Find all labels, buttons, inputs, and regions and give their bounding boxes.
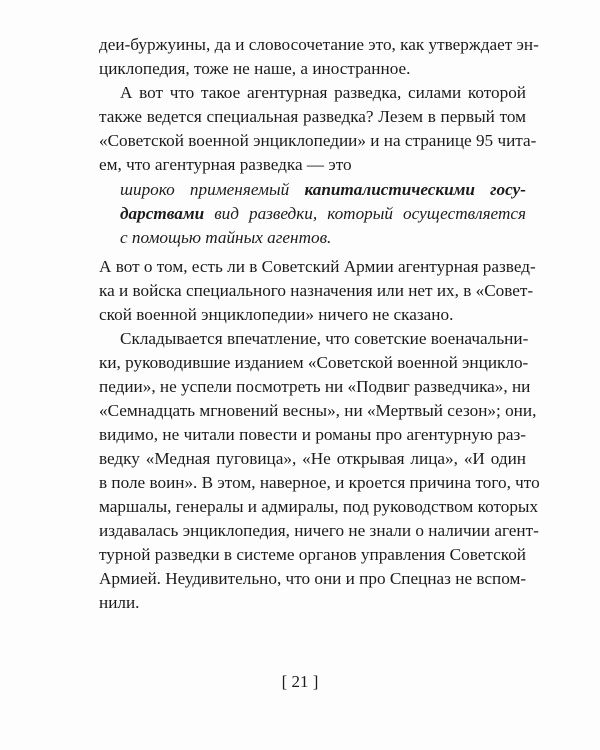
line-text: А вот что такое агентурная разведка, силами которой bbox=[120, 83, 526, 102]
quote-plain: широко применяемый bbox=[120, 180, 305, 199]
line-text: видимо, не читали повести и романы про агентурную раз- bbox=[99, 425, 526, 444]
line-text: ка и войска специального назначения или нет их, в «Совет- bbox=[99, 281, 534, 300]
line-text: в поле воин». В этом, наверное, и кроется причина того, что bbox=[99, 473, 540, 492]
line-text: издавалась энциклопедия, ничего не знали о наличии агент- bbox=[99, 521, 539, 540]
line-text: Армией. Неудивительно, что они и про Спецназ не вспом- bbox=[99, 569, 527, 588]
line-text: маршалы, генералы и адмиралы, под руководством которых bbox=[99, 497, 539, 516]
line-text: нили. bbox=[99, 593, 140, 612]
line-text: также ведется специальная разведка? Лезем в первый том bbox=[99, 107, 526, 126]
page-number: [ 21 ] bbox=[281, 672, 319, 691]
line-text: «Семнадцать мгновений весны», ни «Мертвый сезон»; они, bbox=[99, 401, 537, 420]
line-text: циклопедия, тоже не наше, а иностранное. bbox=[99, 59, 411, 78]
quote-text: с помощью тайных агентов. bbox=[120, 228, 332, 247]
line-text: «Советской военной энциклопедии» и на странице 95 чита- bbox=[99, 131, 537, 150]
line-text: педии», не успели посмотреть ни «Подвиг разведчика», ни bbox=[99, 377, 531, 396]
line-text: ской военной энциклопедии» ничего не сказано. bbox=[99, 305, 454, 324]
line-text: ем, что агентурная разведка — это bbox=[99, 155, 352, 174]
line-text: Складывается впечатление, что советские военачальни- bbox=[120, 329, 529, 348]
text-line bbox=[0, 508, 600, 530]
line-text: ки, руководившие изданием «Советской военной энциклo- bbox=[99, 353, 529, 372]
line-text: деи-буржуины, да и словосочетание это, как утверждает эн- bbox=[99, 35, 539, 54]
line-text: турной разведки в системе органов управления Советской bbox=[99, 545, 526, 564]
quote-plain: вид разведки, который осуществляется bbox=[204, 204, 526, 223]
line-text: А вот о том, есть ли в Советский Армии агентурная развед- bbox=[99, 257, 536, 276]
quote-emphasis: дарствами bbox=[120, 204, 205, 223]
quote-emphasis: капиталистическими госу- bbox=[304, 180, 526, 199]
line-text: ведку «Медная пуговица», «Не открывая лица», «И один bbox=[99, 449, 526, 468]
